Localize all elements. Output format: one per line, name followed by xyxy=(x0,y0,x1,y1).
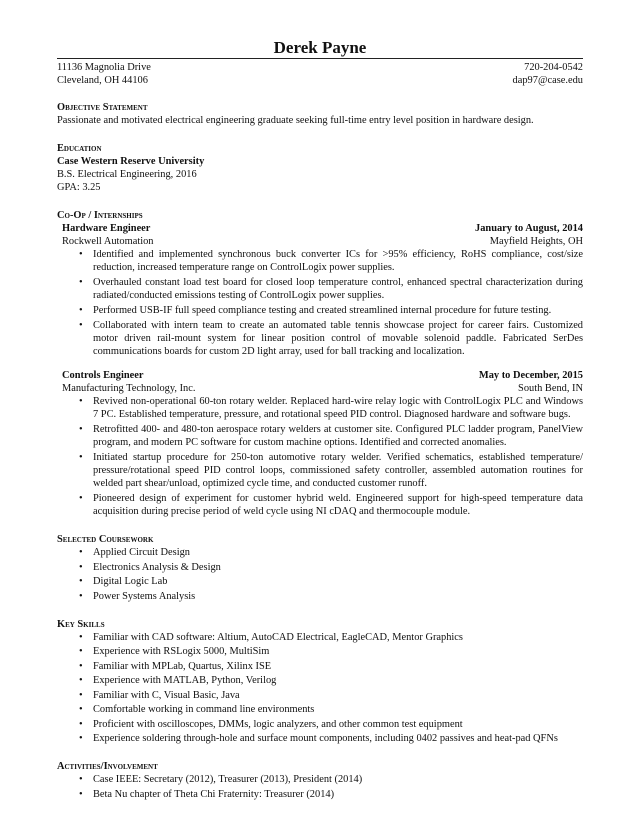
list-item: • Experience with RSLogix 5000, MultiSim xyxy=(79,646,270,657)
bullet-icon: • xyxy=(79,631,83,643)
job-bullets xyxy=(57,248,583,358)
degree: B.S. Electrical Engineering, 2016 xyxy=(57,169,197,180)
bullet-icon: • xyxy=(79,277,83,288)
education-heading: Education xyxy=(57,143,102,154)
bullet-icon: • xyxy=(79,396,83,407)
address-line-1: 11136 Magnolia Drive xyxy=(57,62,151,73)
list-item: • Comfortable working in command line environments xyxy=(79,704,315,715)
list-item: • Revived non-operational 60-ton rotary welder. Replaced hard-wire relay logic with ControlLogix PLC and Windows 7 PC. Established temperature, pressure, and rotational speed PID control. Diagnosed hardware and software bugs. xyxy=(79,396,583,420)
bullet-icon: • xyxy=(79,493,83,504)
bullet-icon: • xyxy=(79,590,83,602)
activities-heading: Activities/Involvement xyxy=(57,761,158,772)
job-location: Mayfield Heights, OH xyxy=(489,236,583,247)
job-entry xyxy=(57,369,583,518)
list-item: • Performed USB-IF full speed compliance testing and created streamlined internal procedure for future testing. xyxy=(79,305,552,316)
list-item: • Familiar with C, Visual Basic, Java xyxy=(79,689,240,701)
list-item: • Digital Logic Lab xyxy=(79,576,168,587)
coop-heading: Co-Op / Internships xyxy=(57,210,143,221)
bullet-icon: • xyxy=(79,774,83,785)
list-item: • Applied Circuit Design xyxy=(79,547,190,558)
job-entry xyxy=(57,222,583,358)
school-name: Case Western Reserve University xyxy=(57,156,205,167)
list-item: • Case IEEE: Secretary (2012), Treasurer (2013), President (2014) xyxy=(79,774,363,785)
activities-list xyxy=(57,773,583,801)
job-company: Rockwell Automation xyxy=(62,236,154,247)
coursework-list xyxy=(57,546,583,603)
bullet-icon: • xyxy=(79,576,83,587)
skills-heading: Key Skills xyxy=(57,618,105,630)
bullet-icon: • xyxy=(79,249,83,260)
address-line-2: Cleveland, OH 44106 xyxy=(57,75,148,86)
list-item: • Pioneered design of experiment for customer hybrid weld. Engineered support for high-speed temperature data acquisition during precise period of weld cycle using NI cDAQ and thermocouple module. xyxy=(79,493,583,517)
phone-number: 720-204-0542 xyxy=(524,62,583,73)
skills-list xyxy=(57,631,583,746)
bullet-icon: • xyxy=(79,320,83,331)
list-item: • Retrofitted 400- and 480-ton aerospace rotary welders at customer site. Configured PLC ladder program, PanelView program, and modern PC software for custom machine options. Identified and corrected anomalies. xyxy=(79,424,583,448)
job-location: South Bend, IN xyxy=(518,383,583,394)
gpa: GPA: 3.25 xyxy=(57,182,101,193)
bullet-icon: • xyxy=(79,305,83,316)
bullet-icon: • xyxy=(79,547,83,558)
list-item: • Proficient with oscilloscopes, DMMs, logic analyzers, and other common test equipment xyxy=(79,718,463,730)
job-company: Manufacturing Technology, Inc. xyxy=(62,383,196,394)
bullet-icon: • xyxy=(79,646,83,657)
bullet-icon: • xyxy=(79,452,83,463)
contact-row-1 xyxy=(57,61,583,74)
objective-text: Passionate and motivated electrical engineering graduate seeking full-time entry level position in hardware design. xyxy=(57,115,534,126)
list-item: • Initiated startup procedure for 250-ton automotive rotary welder. Verified schematics, established temperature/ pressure/rotational speed PID control loops, commissioned safety controller, assembled automation routines for welded part shear/unload, optimized cycle time, and conducted customer runoff. xyxy=(79,452,583,489)
bullet-icon: • xyxy=(79,788,83,800)
job-role: Controls Engineer xyxy=(62,370,144,381)
coursework-heading: Selected Coursework xyxy=(57,534,154,545)
candidate-name: Derek Payne xyxy=(57,38,583,59)
bullet-icon: • xyxy=(79,660,83,672)
list-item: • Power Systems Analysis xyxy=(79,590,196,602)
bullet-icon: • xyxy=(79,704,83,715)
bullet-icon: • xyxy=(79,675,83,686)
bullet-icon: • xyxy=(79,689,83,701)
bullet-icon: • xyxy=(79,718,83,730)
bullet-icon: • xyxy=(79,561,83,573)
list-item: • Familiar with CAD software: Altium, AutoCAD Electrical, EagleCAD, Mentor Graphics xyxy=(79,631,463,643)
list-item: • Experience with MATLAB, Python, Verilog xyxy=(79,675,277,686)
list-item: • Beta Nu chapter of Theta Chi Fraternity: Treasurer (2014) xyxy=(79,788,335,800)
contact-row-2 xyxy=(57,74,583,87)
list-item: • Familiar with MPLab, Quartus, Xilinx ISE xyxy=(79,660,272,672)
email-address: dap97@case.edu xyxy=(512,75,583,86)
bullet-icon: • xyxy=(79,733,83,744)
job-role: Hardware Engineer xyxy=(62,223,151,234)
objective-heading: Objective Statement xyxy=(57,102,148,113)
job-dates: May to December, 2015 xyxy=(478,370,583,381)
job-bullets xyxy=(57,395,583,518)
list-item: • Experience soldering through-hole and surface mount components, including 0402 passives and heat-pad QFNs xyxy=(79,733,558,744)
list-item: • Collaborated with intern team to create an automated table tennis showcase project for career fairs. Customized motor driven rail-mount system for linear position control of movable solenoid paddle. Fabricated SerDes communications boards for custom 2D light array, used for ball tracking and localization. xyxy=(79,320,583,357)
list-item: • Electronics Analysis & Design xyxy=(79,561,221,573)
list-item: • Overhauled constant load test board for closed loop temperature control, enhanced spectral characterization during radiated/conducted emissions testing of ControlLogix power supplies. xyxy=(79,277,583,301)
job-dates: January to August, 2014 xyxy=(475,223,583,234)
bullet-icon: • xyxy=(79,424,83,435)
resume-page xyxy=(57,38,583,802)
list-item: • Identified and implemented synchronous buck converter ICs for >95% efficiency, RoHS compliance, cost/size reduction, increased temperature range on ControlLogix power supplies. xyxy=(79,249,583,273)
